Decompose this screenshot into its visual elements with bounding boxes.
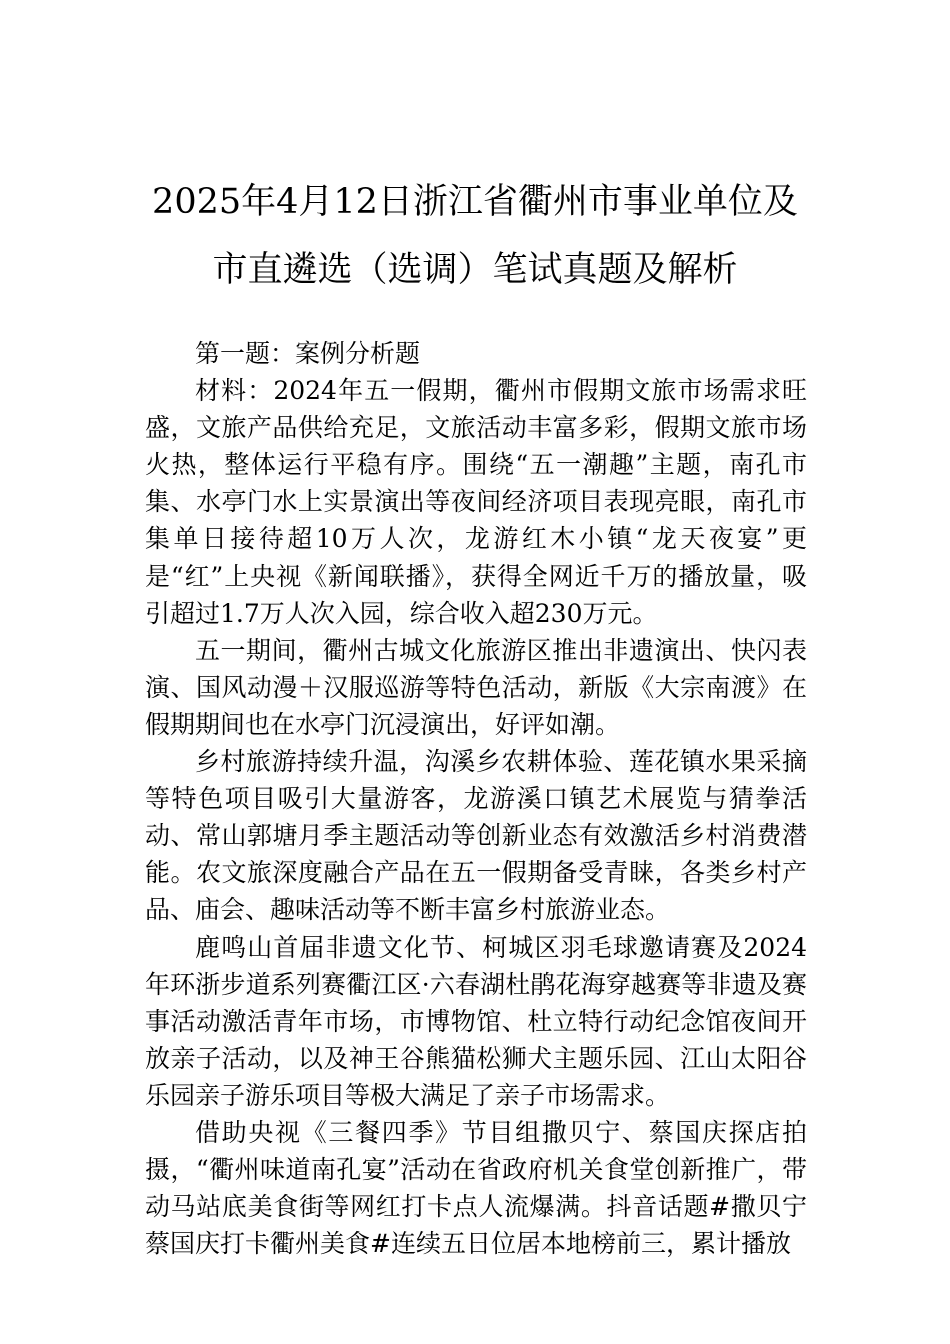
body-paragraph: 五一期间，衢州古城文化旅游区推出非遗演出、快闪表演、国风动漫＋汉服巡游等特色活动，新版《大宗南渡》在假期期间也在水亭门沉浸演出，好评如潮。 [145,635,807,739]
body-paragraph: 材料：2024年五一假期，衢州市假期文旅市场需求旺盛，文旅产品供给充足，文旅活动丰富多彩，假期文旅市场火热，整体运行平稳有序。围绕“五一潮趣”主题，南孔市集、水亭门水上实景演出等夜间经济项目表现亮眼，南孔市集单日接待超10万人次，龙游红木小镇“龙天夜宴”更是“红”上央视《新闻联播》，获得全网近千万的播放量，吸引超过1.7万人次入园，综合收入超230万元。 [145,376,807,628]
body-paragraph: 鹿鸣山首届非遗文化节、柯城区羽毛球邀请赛及2024年环浙步道系列赛衢江区·六春湖杜鹃花海穿越赛等非遗及赛事活动激活青年市场，市博物馆、杜立特行动纪念馆夜间开放亲子活动，以及神王谷熊猫松狮犬主题乐园、江山太阳谷乐园亲子游乐项目等极大满足了亲子市场需求。 [145,932,807,1110]
body-paragraph: 乡村旅游持续升温，沟溪乡农耕体验、莲花镇水果采摘等特色项目吸引大量游客，龙游溪口镇艺术展览与猜拳活动、常山郭塘月季主题活动等创新业态有效激活乡村消费潜能。农文旅深度融合产品在五一假期备受青睐，各类乡村产品、庙会、趣味活动等不断丰富乡村旅游业态。 [145,747,807,925]
document-title-line-2: 市直遴选（选调）笔试真题及解析 [212,250,738,290]
document-title-line-1: 2025年4月12日浙江省衢州市事业单位及 [152,182,798,222]
body-paragraph: 借助央视《三餐四季》节目组撒贝宁、蔡国庆探店拍摄，“衢州味道南孔宴”活动在省政府机关食堂创新推广，带动马站底美食街等网红打卡点人流爆满。抖音话题#撒贝宁蔡国庆打卡衢州美食#连续五日位居本地榜前三，累计播放 [145,1117,807,1259]
document-body [145,335,807,1262]
section-heading: 第一题：案例分析题 [195,339,421,368]
